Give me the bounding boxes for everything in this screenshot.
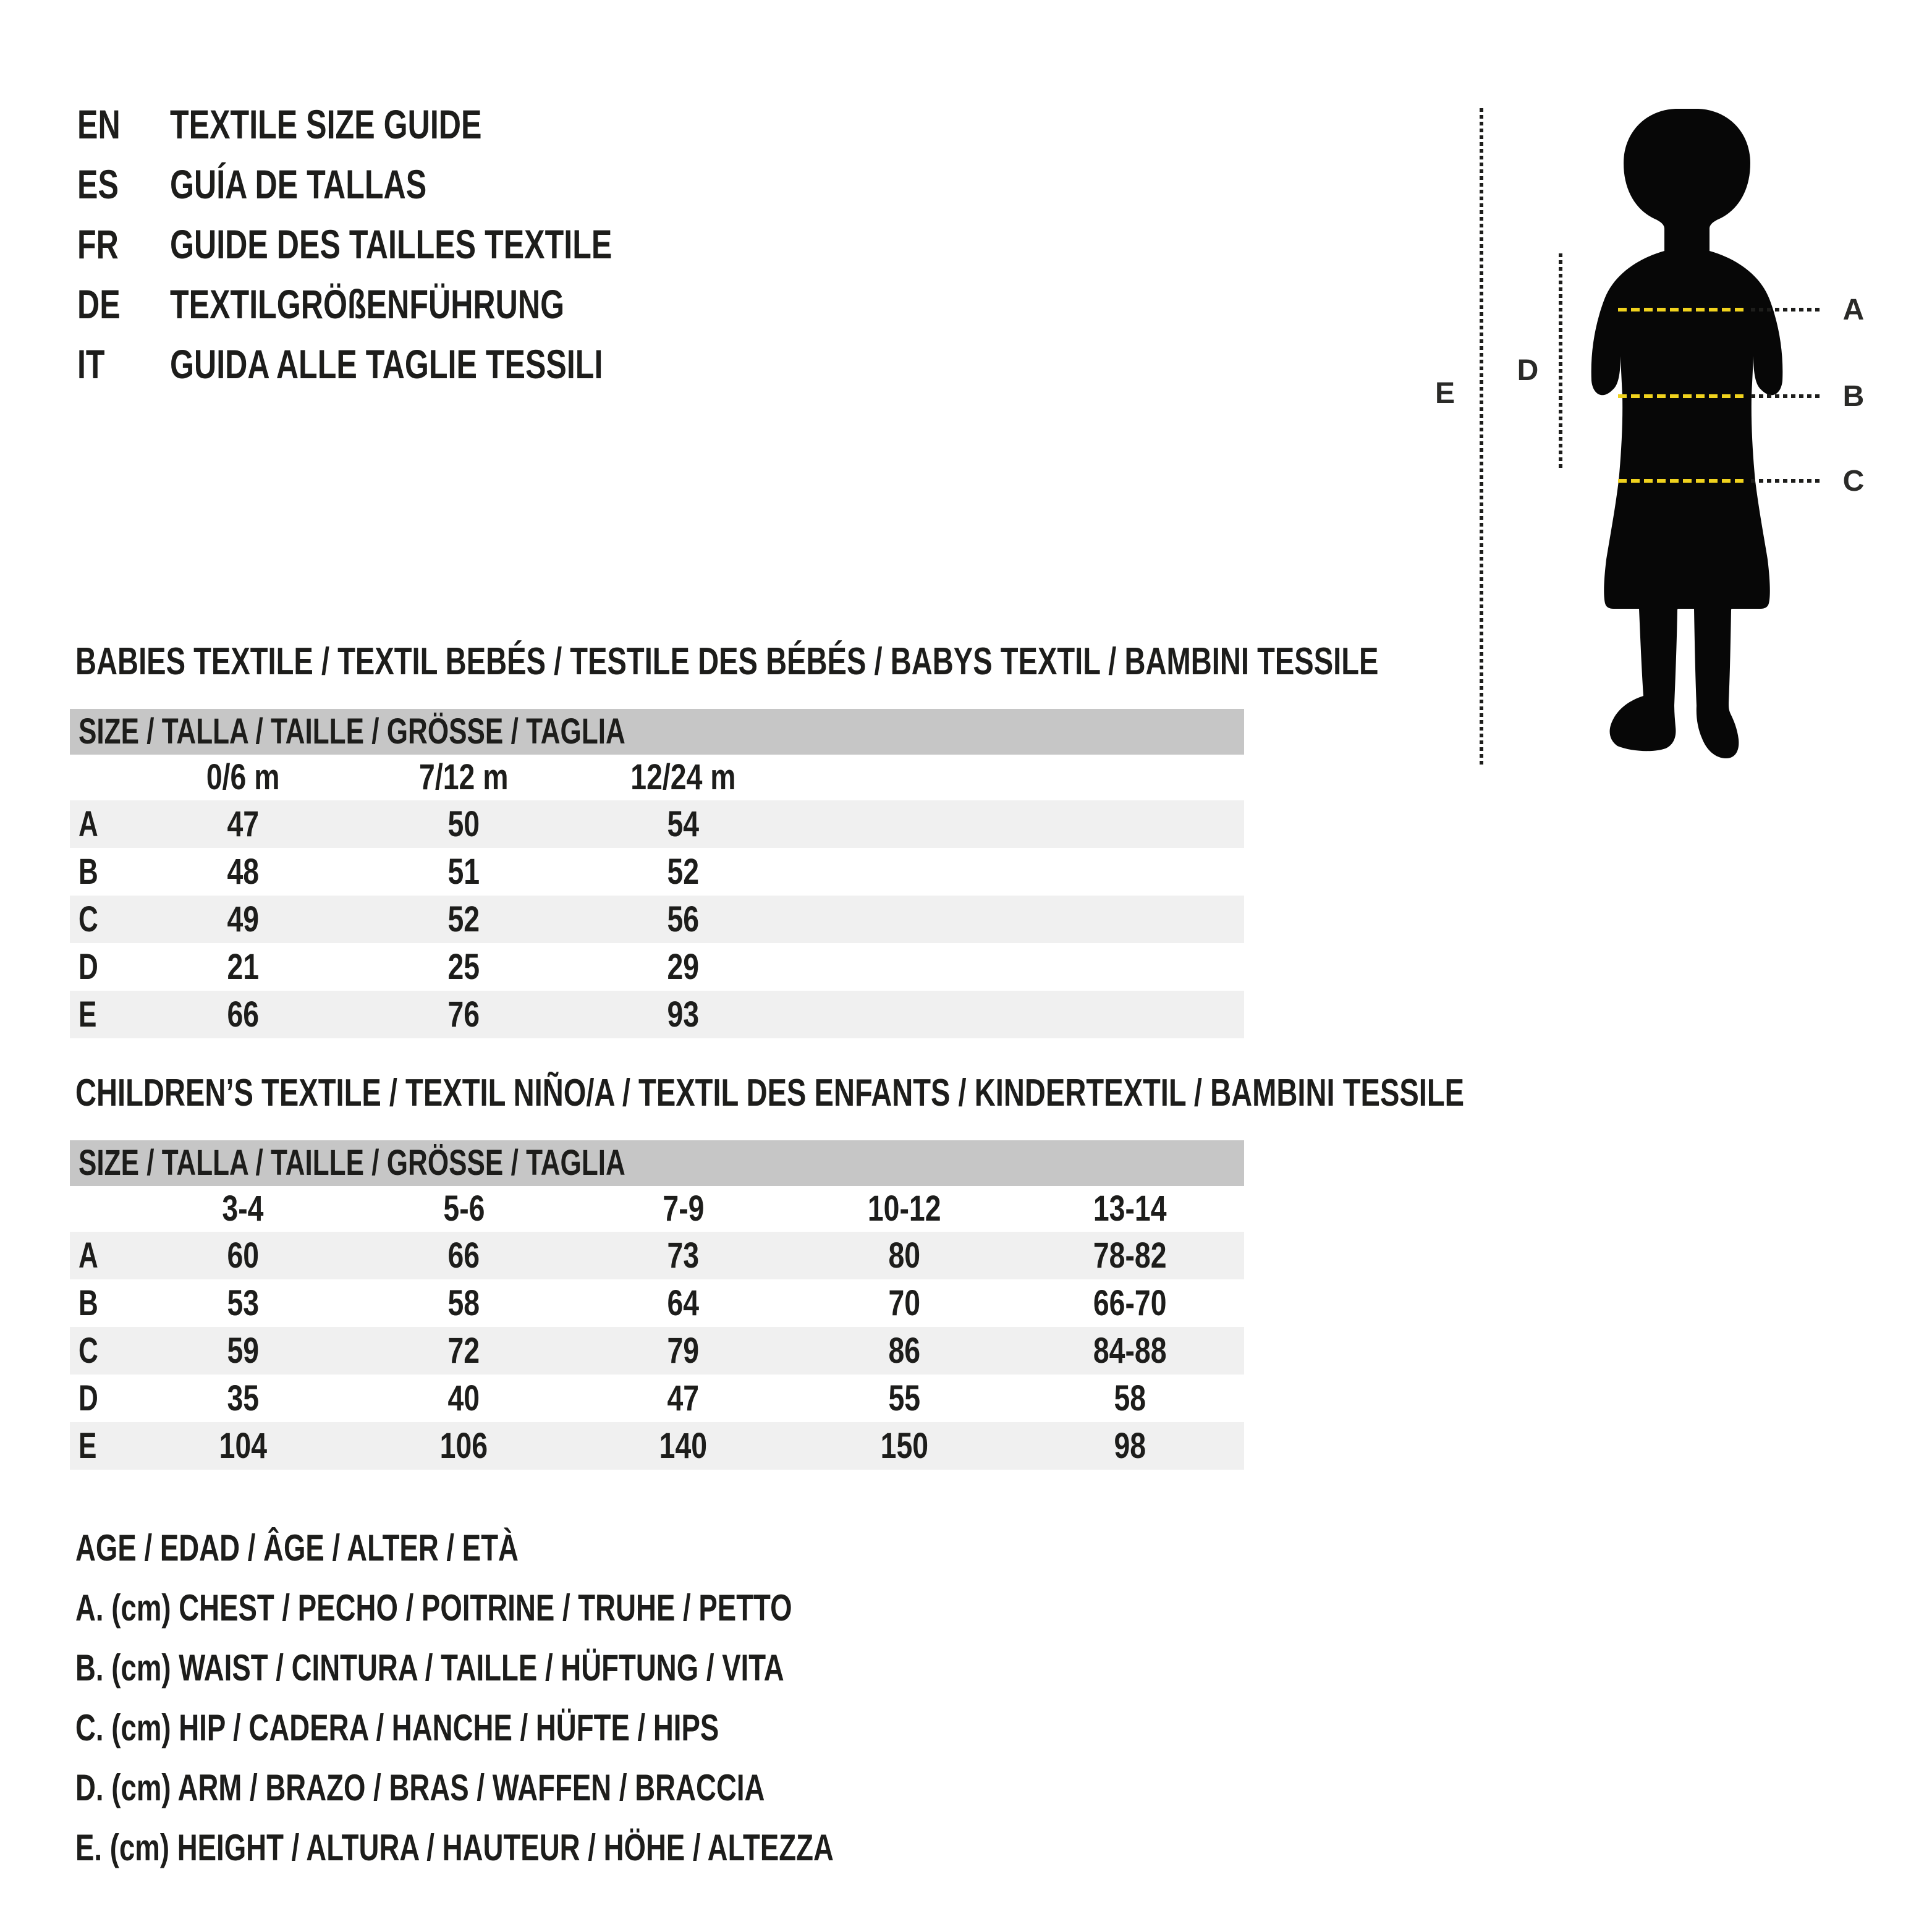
value-cell: 140: [659, 1426, 708, 1466]
value-cell: 40: [447, 1378, 480, 1418]
value-cell: 93: [667, 994, 700, 1035]
value-cell: 73: [667, 1235, 700, 1276]
arm-label: D: [1517, 354, 1539, 387]
waist-yellow-dash: [1618, 394, 1745, 398]
value-cell: 70: [888, 1283, 920, 1323]
value-cell: 106: [439, 1426, 488, 1466]
row-label: D: [78, 947, 98, 987]
hip-yellow-dash: [1618, 479, 1745, 483]
babies-row-c: [70, 896, 1244, 943]
babies-section-title-text: BABIES TEXTILE / TEXTIL BEBÉS / TESTILE DES BÉBÉS / BABYS TEXTIL / BAMBINI TESSILE: [75, 640, 1379, 683]
waist-label: B: [1842, 379, 1865, 413]
value-cell: 53: [227, 1283, 259, 1323]
babies-table-header-text: SIZE / TALLA / TAILLE / GRÖSSE / TAGLIA: [78, 711, 625, 752]
babies-row-e: [70, 991, 1244, 1038]
value-cell: 25: [447, 947, 480, 987]
value-cell: 86: [888, 1331, 920, 1371]
babies-col-12-24m: 12/24 m: [630, 757, 736, 797]
children-table-header-text: SIZE / TALLA / TAILLE / GRÖSSE / TAGLIA: [78, 1143, 625, 1183]
hip-label: C: [1842, 464, 1865, 498]
value-cell: 66-70: [1093, 1283, 1167, 1323]
language-code: ES: [77, 161, 119, 207]
language-row-de: [77, 274, 752, 334]
row-label: A: [78, 804, 98, 844]
value-cell: 52: [667, 852, 700, 892]
language-code: FR: [77, 221, 119, 267]
children-col-13-14: 13-14: [1093, 1188, 1167, 1229]
children-col-7-9: 7-9: [662, 1188, 705, 1229]
value-cell: 98: [1114, 1426, 1146, 1466]
value-cell: 51: [447, 852, 480, 892]
guide-title-fr: GUIDE DES TAILLES TEXTILE: [170, 221, 612, 267]
value-cell: 52: [447, 899, 480, 939]
legend-age: AGE / EDAD / ÂGE / ALTER / ETÀ: [75, 1527, 519, 1569]
value-cell: 60: [227, 1235, 259, 1276]
language-code: DE: [77, 281, 121, 327]
hip-measure-line: [1618, 466, 1867, 496]
children-row-e: [70, 1422, 1244, 1470]
language-code: EN: [77, 101, 121, 147]
value-cell: 21: [227, 947, 259, 987]
value-cell: 50: [447, 804, 480, 844]
babies-column-header-row: [70, 755, 1244, 800]
chest-dark-dash: [1751, 308, 1820, 311]
babies-row-a: [70, 800, 1244, 848]
hip-dark-dash: [1751, 479, 1820, 483]
value-cell: 47: [227, 804, 259, 844]
value-cell: 58: [447, 1283, 480, 1323]
value-cell: 66: [447, 1235, 480, 1276]
children-row-c: [70, 1327, 1244, 1375]
value-cell: 150: [880, 1426, 928, 1466]
legend-hip: C. (cm) HIP / CADERA / HANCHE / HÜFTE / HIPS: [75, 1707, 719, 1748]
children-row-d: [70, 1375, 1244, 1422]
language-row-es: [77, 155, 752, 214]
babies-col-7-12m: 7/12 m: [419, 757, 509, 797]
children-size-table: [70, 1140, 1244, 1470]
children-section-title: [75, 1074, 1903, 1112]
value-cell: 78-82: [1093, 1235, 1167, 1276]
corner-cell: [70, 755, 132, 800]
row-label: B: [78, 852, 98, 892]
legend-waist: B. (cm) WAIST / CINTURA / TAILLE / HÜFTUNG / VITA: [75, 1647, 784, 1688]
row-label: E: [78, 1426, 97, 1466]
babies-section-title: [75, 640, 1790, 683]
guide-title-de: TEXTILGRÖßENFÜHRUNG: [170, 281, 565, 327]
chest-yellow-dash: [1618, 308, 1745, 311]
row-label: B: [78, 1283, 98, 1323]
guide-title-it: GUIDA ALLE TAGLIE TESSILI: [170, 341, 603, 387]
value-cell: 29: [667, 947, 700, 987]
value-cell: 66: [227, 994, 259, 1035]
children-col-10-12: 10-12: [867, 1188, 941, 1229]
value-cell: 84-88: [1093, 1331, 1167, 1371]
value-cell: 56: [667, 899, 700, 939]
children-col-3-4: 3-4: [222, 1188, 264, 1229]
value-cell: 72: [447, 1331, 480, 1371]
language-row-fr: [77, 214, 752, 274]
value-cell: 64: [667, 1283, 700, 1323]
children-row-b: [70, 1279, 1244, 1327]
children-row-a: [70, 1232, 1244, 1279]
value-cell: 35: [227, 1378, 259, 1418]
value-cell: 47: [667, 1378, 700, 1418]
value-cell: 54: [667, 804, 700, 844]
babies-table-header: [70, 709, 1244, 755]
language-code: IT: [77, 341, 105, 387]
value-cell: 80: [888, 1235, 920, 1276]
babies-size-table: [70, 709, 1244, 1038]
value-cell: 49: [227, 899, 259, 939]
language-row-en: [77, 95, 752, 155]
chest-measure-line: [1618, 295, 1867, 324]
value-cell: 79: [667, 1331, 700, 1371]
row-label: C: [78, 899, 98, 939]
children-section-title-text: CHILDREN’S TEXTILE / TEXTIL NIÑO/A / TEXTIL DES ENFANTS / KINDERTEXTIL / BAMBINI TESSILE: [75, 1072, 1465, 1114]
row-label: C: [78, 1331, 98, 1371]
corner-cell: [70, 1186, 132, 1232]
value-cell: 48: [227, 852, 259, 892]
waist-dark-dash: [1751, 394, 1820, 398]
babies-row-d: [70, 943, 1244, 991]
row-label: D: [78, 1378, 98, 1418]
row-label: E: [78, 994, 97, 1035]
height-label: E: [1434, 377, 1455, 410]
measurement-legend: [75, 1518, 1073, 1878]
guide-title-es: GUÍA DE TALLAS: [170, 161, 427, 207]
chest-label: A: [1842, 293, 1865, 326]
value-cell: 58: [1114, 1378, 1146, 1418]
children-column-header-row: [70, 1186, 1244, 1232]
value-cell: 104: [219, 1426, 267, 1466]
legend-height: E. (cm) HEIGHT / ALTURA / HAUTEUR / HÖHE / ALTEZZA: [75, 1827, 834, 1868]
children-table-header: [70, 1140, 1244, 1186]
row-label: A: [78, 1235, 98, 1276]
waist-measure-line: [1618, 381, 1867, 411]
language-header: [77, 95, 752, 394]
arm-dotted-line: [1559, 253, 1562, 471]
language-row-it: [77, 334, 752, 394]
legend-chest: A. (cm) CHEST / PECHO / POITRINE / TRUHE / PETTO: [75, 1587, 792, 1629]
babies-row-b: [70, 848, 1244, 896]
value-cell: 55: [888, 1378, 920, 1418]
value-cell: 59: [227, 1331, 259, 1371]
children-col-5-6: 5-6: [443, 1188, 485, 1229]
guide-title-en: TEXTILE SIZE GUIDE: [170, 101, 482, 147]
babies-col-0-6m: 0/6 m: [206, 757, 280, 797]
value-cell: 76: [447, 994, 480, 1035]
legend-arm: D. (cm) ARM / BRAZO / BRAS / WAFFEN / BRACCIA: [75, 1767, 765, 1808]
